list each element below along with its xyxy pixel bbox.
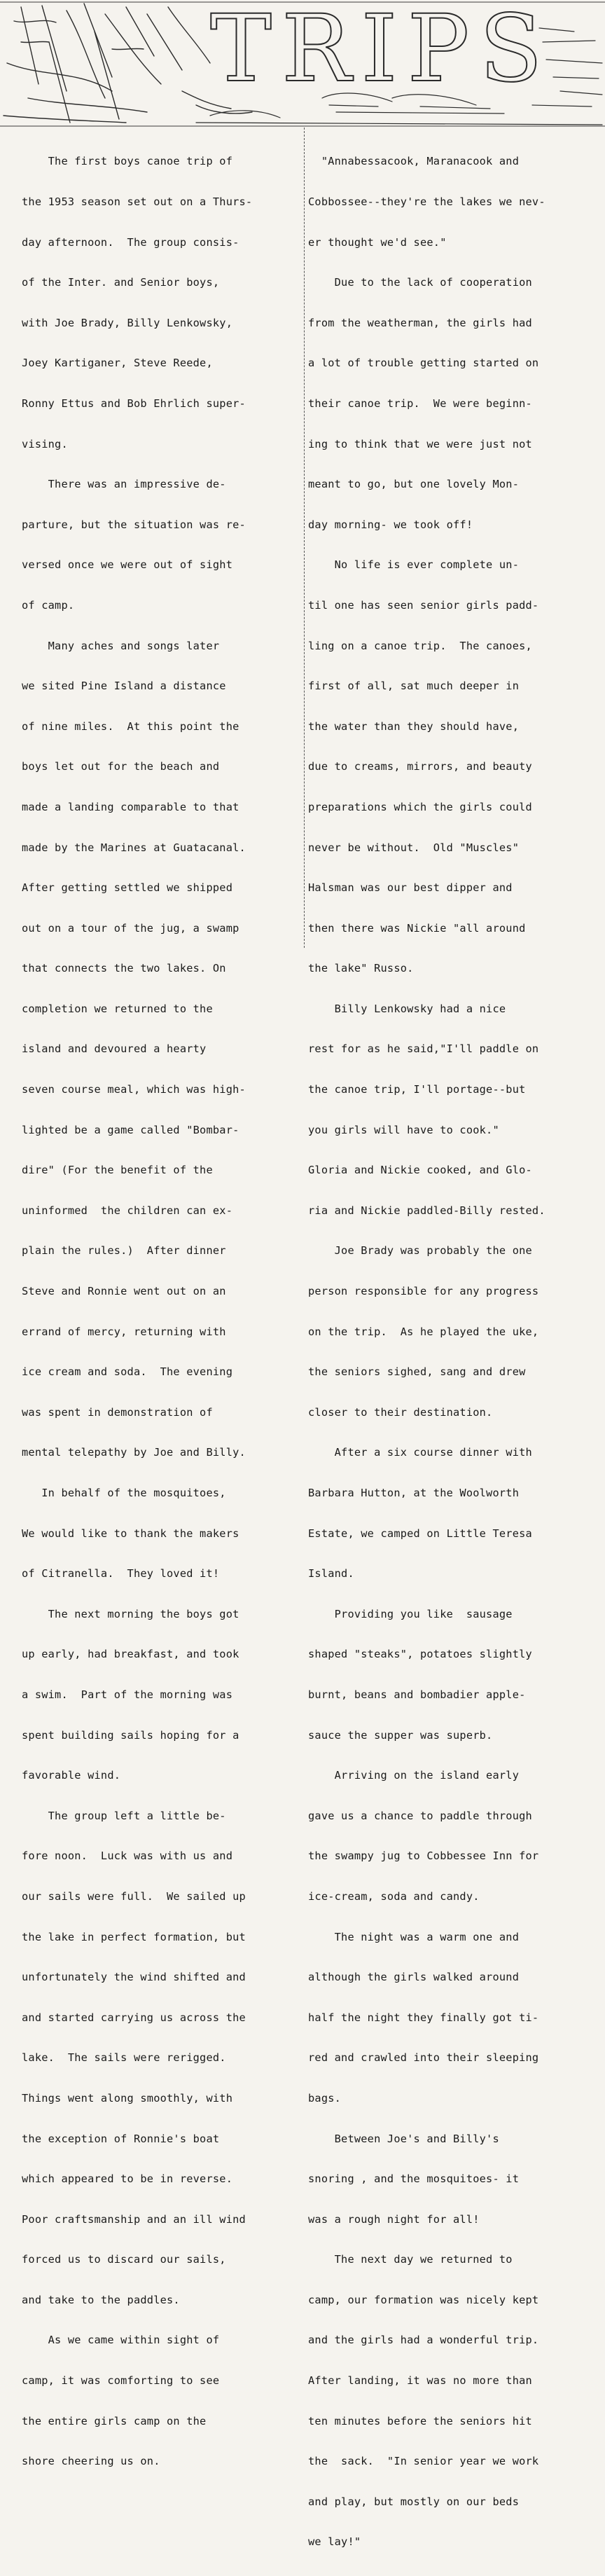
text-line: parture, but the situation was re- bbox=[22, 518, 246, 531]
text-line: then there was Nickie "all around bbox=[308, 921, 526, 935]
text-line: burnt, beans and bombadier apple- bbox=[308, 1688, 526, 1701]
column-divider bbox=[304, 128, 305, 948]
text-line: There was an impressive de- bbox=[22, 478, 226, 491]
text-line: boys let out for the beach and bbox=[22, 760, 220, 773]
text-line: a lot of trouble getting started on bbox=[308, 357, 539, 370]
text-line: Things went along smoothly, with bbox=[22, 2091, 233, 2105]
text-line: The group left a little be- bbox=[22, 1809, 226, 1822]
text-line: Barbara Hutton, at the Woolworth bbox=[308, 1487, 520, 1499]
text-line: the lake" Russo. bbox=[308, 962, 414, 975]
text-line: The first boys canoe trip of bbox=[22, 155, 233, 168]
text-line: fore noon. Luck was with us and bbox=[22, 1850, 233, 1863]
text-line: the swampy jug to Cobbessee Inn for bbox=[308, 1850, 539, 1863]
text-line: closer to their destination. bbox=[308, 1405, 493, 1419]
text-line: ling on a canoe trip. The canoes, bbox=[308, 639, 532, 652]
left-column bbox=[22, 128, 302, 2495]
text-line: and started carrying us across the bbox=[22, 2011, 246, 2024]
text-line: the entire girls camp on the bbox=[22, 2414, 207, 2427]
text-line: the lake in perfect formation, but bbox=[22, 1930, 246, 1943]
text-line: we sited Pine Island a distance bbox=[22, 680, 226, 693]
text-line: We would like to thank the makers bbox=[22, 1527, 239, 1540]
text-line: out on a tour of the jug, a swamp bbox=[22, 921, 239, 935]
text-line: day morning- we took off! bbox=[308, 518, 473, 531]
text-line: mental telepathy by Joe and Billy. bbox=[22, 1446, 246, 1459]
text-line: of camp. bbox=[22, 598, 75, 612]
text-line: After landing, it was no more than bbox=[308, 2374, 532, 2388]
text-line: After a six course dinner with bbox=[308, 1446, 532, 1459]
text-line: dire" (For the benefit of the bbox=[22, 1164, 213, 1177]
text-line: Steve and Ronnie went out on an bbox=[22, 1285, 226, 1298]
text-line: "Annabessacook, Maranacook and bbox=[308, 155, 520, 168]
text-line: ria and Nickie paddled-Billy rested. bbox=[308, 1204, 545, 1217]
text-line: After getting settled we shipped bbox=[22, 881, 233, 895]
text-line: errand of mercy, returning with bbox=[22, 1325, 226, 1338]
text-line: bags. bbox=[308, 2091, 342, 2105]
text-line: camp, it was comforting to see bbox=[22, 2374, 220, 2388]
text-line: person responsible for any progress bbox=[308, 1285, 539, 1298]
text-line: lake. The sails were rerigged. bbox=[22, 2051, 226, 2065]
text-line: shore cheering us on. bbox=[22, 2455, 160, 2468]
text-line: Cobbossee--they're the lakes we nev- bbox=[308, 195, 545, 208]
text-line: the seniors sighed, sang and drew bbox=[308, 1365, 526, 1379]
text-line: Many aches and songs later bbox=[22, 639, 220, 652]
text-line: spent building sails hoping for a bbox=[22, 1728, 239, 1742]
text-line: til one has seen senior girls padd- bbox=[308, 598, 539, 612]
text-line: plain the rules.) After dinner bbox=[22, 1244, 226, 1258]
text-line: vising. bbox=[22, 437, 68, 450]
text-line: ice-cream, soda and candy. bbox=[308, 1889, 480, 1903]
text-line: favorable wind. bbox=[22, 1769, 121, 1782]
text-line: from the weatherman, the girls had bbox=[308, 316, 532, 329]
text-line: Island. bbox=[308, 1567, 354, 1580]
text-line: The next day we returned to bbox=[308, 2253, 513, 2266]
text-line: a swim. Part of the morning was bbox=[22, 1688, 233, 1701]
text-line: was a rough night for all! bbox=[308, 2212, 480, 2226]
text-line: red and crawled into their sleeping bbox=[308, 2051, 539, 2065]
text-line: er thought we'd see." bbox=[308, 235, 447, 249]
text-line: ing to think that we were just not bbox=[308, 437, 532, 450]
text-line: preparations which the girls could bbox=[308, 800, 532, 813]
text-line: although the girls walked around bbox=[308, 1971, 520, 1984]
text-line: Providing you like sausage bbox=[308, 1607, 513, 1620]
text-line: gave us a chance to paddle through bbox=[308, 1809, 532, 1822]
text-line: Estate, we camped on Little Teresa bbox=[308, 1527, 532, 1540]
text-line: camp, our formation was nicely kept bbox=[308, 2293, 539, 2306]
text-line: Poor craftsmanship and an ill wind bbox=[22, 2212, 246, 2226]
masthead-title: TRIPS bbox=[210, 0, 552, 103]
right-column bbox=[308, 128, 604, 2576]
text-line: day afternoon. The group consis- bbox=[22, 235, 239, 249]
text-line: The night was a warm one and bbox=[308, 1930, 520, 1943]
text-line: which appeared to be in reverse. bbox=[22, 2172, 233, 2186]
text-line: you girls will have to cook." bbox=[308, 1123, 499, 1136]
text-line: Between Joe's and Billy's bbox=[308, 2132, 499, 2145]
text-line: the water than they should have, bbox=[308, 719, 520, 733]
text-line: the 1953 season set out on a Thurs- bbox=[22, 195, 253, 208]
text-line: up early, had breakfast, and took bbox=[22, 1648, 239, 1661]
text-line: Ronny Ettus and Bob Ehrlich super- bbox=[22, 397, 246, 410]
text-line: completion we returned to the bbox=[22, 1002, 213, 1015]
text-line: of nine miles. At this point the bbox=[22, 719, 239, 733]
text-line: Joe Brady was probably the one bbox=[308, 1244, 532, 1258]
text-line: As we came within sight of bbox=[22, 2334, 220, 2347]
text-line: island and devoured a hearty bbox=[22, 1042, 207, 1056]
text-line: with Joe Brady, Billy Lenkowsky, bbox=[22, 316, 233, 329]
text-line: we lay!" bbox=[308, 2535, 361, 2549]
text-line: forced us to discard our sails, bbox=[22, 2253, 226, 2266]
masthead bbox=[0, 0, 605, 128]
text-line: made a landing comparable to that bbox=[22, 800, 239, 813]
text-line: No life is ever complete un- bbox=[308, 558, 520, 572]
text-line: Billy Lenkowsky had a nice bbox=[308, 1002, 506, 1015]
text-line: ice cream and soda. The evening bbox=[22, 1365, 233, 1379]
text-line: first of all, sat much deeper in bbox=[308, 680, 520, 693]
text-line: In behalf of the mosquitoes, bbox=[22, 1487, 226, 1499]
text-line: the sack. "In senior year we work bbox=[308, 2455, 539, 2468]
text-line: lighted be a game called "Bombar- bbox=[22, 1123, 239, 1136]
text-line: sauce the supper was superb. bbox=[308, 1728, 493, 1742]
text-line: and the girls had a wonderful trip. bbox=[308, 2334, 539, 2347]
text-line: never be without. Old "Muscles" bbox=[308, 841, 520, 854]
text-line: seven course meal, which was high- bbox=[22, 1083, 246, 1096]
text-line: Arriving on the island early bbox=[308, 1769, 520, 1782]
text-line: meant to go, but one lovely Mon- bbox=[308, 478, 520, 491]
text-line: rest for as he said,"I'll paddle on bbox=[308, 1042, 539, 1056]
text-line: was spent in demonstration of bbox=[22, 1405, 213, 1419]
text-line: The next morning the boys got bbox=[22, 1607, 239, 1620]
text-line: the exception of Ronnie's boat bbox=[22, 2132, 220, 2145]
text-line: the canoe trip, I'll portage--but bbox=[308, 1083, 526, 1096]
text-line: of Citranella. They loved it! bbox=[22, 1567, 220, 1580]
text-line: unfortunately the wind shifted and bbox=[22, 1971, 246, 1984]
text-line: uninformed the children can ex- bbox=[22, 1204, 233, 1217]
text-line: Gloria and Nickie cooked, and Glo- bbox=[308, 1164, 532, 1177]
text-line: their canoe trip. We were beginn- bbox=[308, 397, 532, 410]
text-line: Due to the lack of cooperation bbox=[308, 276, 532, 289]
text-line: that connects the two lakes. On bbox=[22, 962, 226, 975]
text-line: half the night they finally got ti- bbox=[308, 2011, 539, 2024]
text-line: made by the Marines at Guatacanal. bbox=[22, 841, 246, 854]
text-line: Joey Kartiganer, Steve Reede, bbox=[22, 357, 213, 370]
text-line: shaped "steaks", potatoes slightly bbox=[308, 1648, 532, 1661]
text-line: due to creams, mirrors, and beauty bbox=[308, 760, 532, 773]
text-line: of the Inter. and Senior boys, bbox=[22, 276, 220, 289]
text-line: Halsman was our best dipper and bbox=[308, 881, 513, 895]
text-line: snoring , and the mosquitoes- it bbox=[308, 2172, 520, 2186]
text-line: and take to the paddles. bbox=[22, 2293, 180, 2306]
text-line: and play, but mostly on our beds bbox=[308, 2495, 520, 2508]
text-line: on the trip. As he played the uke, bbox=[308, 1325, 539, 1338]
text-line: versed once we were out of sight bbox=[22, 558, 233, 572]
text-line: ten minutes before the seniors hit bbox=[308, 2414, 532, 2427]
text-line: our sails were full. We sailed up bbox=[22, 1889, 246, 1903]
